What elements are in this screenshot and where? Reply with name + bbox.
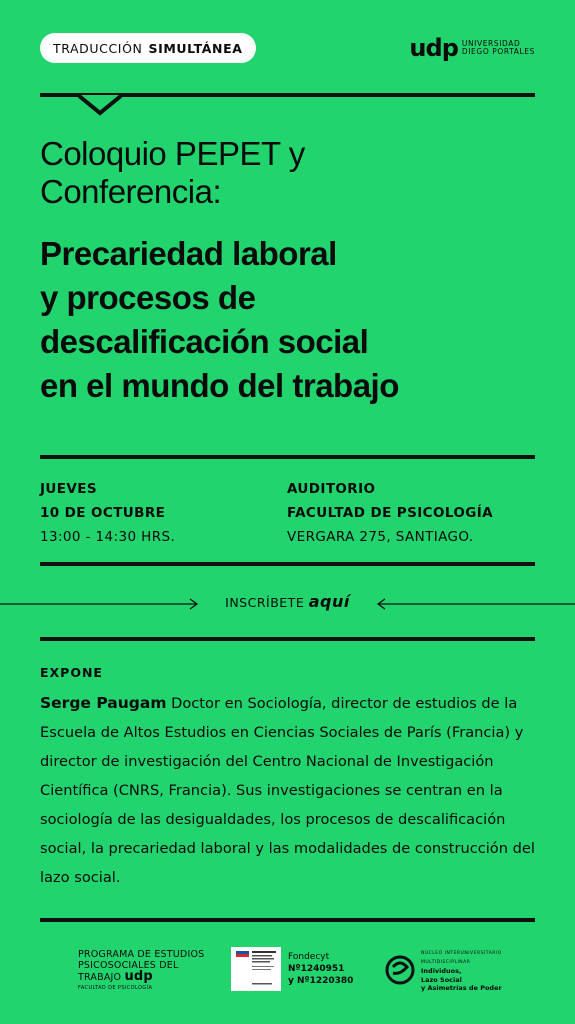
divider [40, 637, 535, 641]
program-line: PSICOSOCIALES DEL [78, 960, 179, 971]
fondecyt-label: Fondecyt [288, 952, 330, 962]
register-link-text[interactable]: aquí [308, 592, 350, 611]
fondecyt-number-1: Nº1240951 [288, 964, 345, 974]
event-type-title [40, 135, 520, 211]
badge-label-light: TRADUCCIÓN [53, 40, 143, 56]
badge-label-bold: SIMULTÁNEA [148, 40, 243, 56]
speaker-name: Serge Paugam [40, 694, 167, 712]
date-time-block [40, 477, 175, 549]
nucleo-line: Lazo Social [421, 975, 462, 984]
udp-logo [409, 36, 535, 60]
title-bold-line: y procesos de [40, 279, 256, 316]
speaker-bio [40, 689, 538, 892]
title-light-line: Coloquio PEPET y [40, 135, 305, 172]
divider [40, 455, 535, 459]
anid-government-logo [231, 947, 281, 991]
event-time: 13:00 - 14:30 HRS. [40, 529, 176, 545]
register-prefix: INSCRÍBETE [225, 595, 305, 610]
divider [40, 918, 535, 922]
speaker-bio-text: Doctor en Sociología, director de estudios de la Escuela de Altos Estudios en Ciencias Sociales de París (Francia) y director de investigación del Centro Nacional de Investigación Científica (CNRS, Francia). Sus investigaciones se centran en la sociología de las desigualdades, los procesos de descalificación social, la precariedad laboral y las modalidades de construcción del lazo social. [40, 695, 535, 886]
event-main-title [40, 232, 540, 408]
nucleo-logo-icon [385, 955, 415, 985]
venue-name: AUDITORIO [287, 481, 376, 497]
venue-block [287, 477, 493, 549]
nucleo-block [421, 950, 502, 993]
title-bold-line: en el mundo del trabajo [40, 367, 399, 404]
program-logo [78, 949, 204, 994]
government-seal-icon [231, 947, 281, 991]
program-udp-mark: udp [124, 969, 153, 984]
fondecyt-number-2: y Nº1220380 [288, 976, 354, 986]
title-bold-line: descalificación social [40, 323, 369, 360]
nucleo-line: y Asimetrías de Poder [421, 984, 502, 992]
event-date: 10 DE OCTUBRE [40, 505, 166, 521]
notch-triangle-icon [78, 94, 122, 116]
udp-logo-mark: udp [409, 34, 458, 62]
program-line: PROGRAMA DE ESTUDIOS [78, 949, 205, 960]
event-day: JUEVES [40, 481, 97, 497]
fondecyt-block [288, 951, 353, 987]
program-line [78, 971, 204, 983]
nucleo-line: Individuos, [421, 967, 462, 975]
udp-logo-text [462, 40, 535, 56]
logo-line-2: DIEGO PORTALES [461, 47, 535, 56]
nucleo-top-line: MULTIDISCIPLINAR [421, 959, 471, 965]
nucleo-top-line: NÚCLEO INTERUNIVERSITARIO [421, 951, 502, 956]
title-bold-line: Precariedad laboral [40, 235, 337, 272]
venue-faculty: FACULTAD DE PSICOLOGÍA [287, 505, 493, 521]
venue-address: VERGARA 275, SANTIAGO. [287, 529, 474, 545]
program-last: TRABAJO [78, 972, 122, 983]
simultaneous-translation-badge [40, 33, 256, 63]
title-light-line: Conferencia: [40, 173, 222, 210]
register-link[interactable] [0, 592, 575, 611]
logo-line-1: UNIVERSIDAD [461, 39, 521, 48]
speaker-heading: EXPONE [40, 665, 103, 680]
program-faculty: FACULTAD DE PSICOLOGÍA [78, 985, 153, 991]
divider [40, 562, 535, 566]
